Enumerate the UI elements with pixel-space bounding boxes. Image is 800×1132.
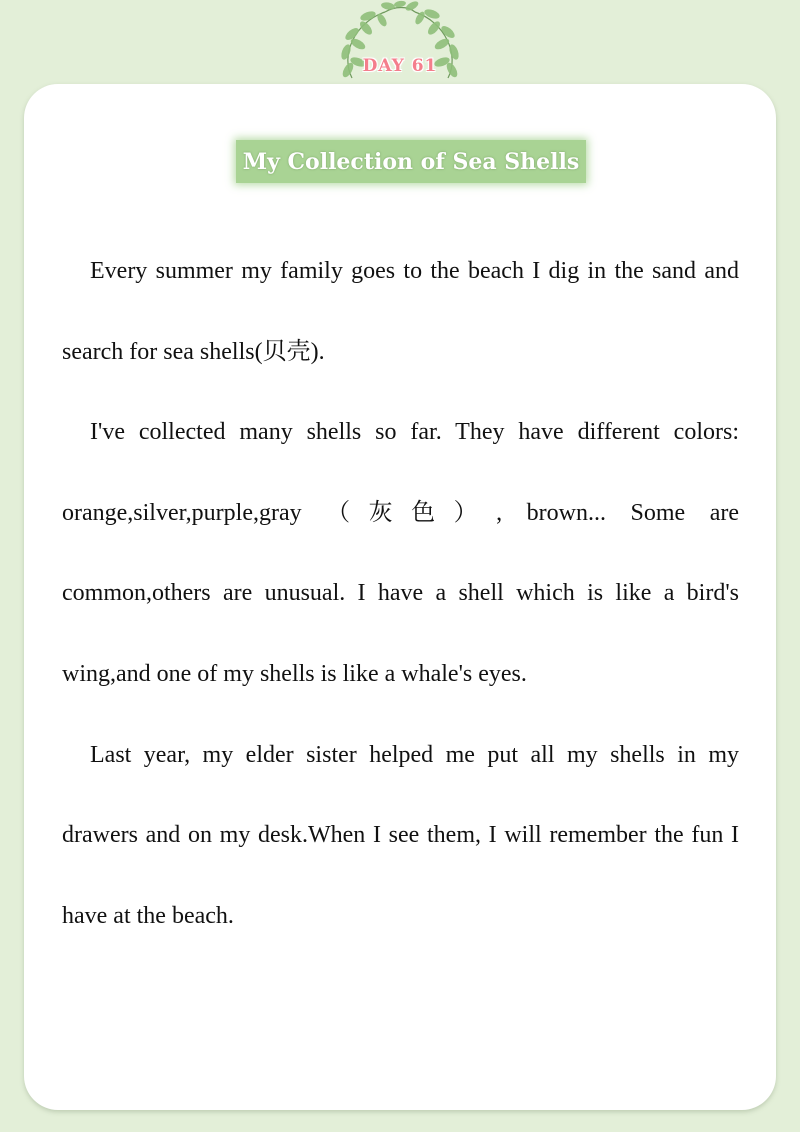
paragraph-1: Every summer my family goes to the beach I dig in the sand and search for sea shells(贝壳). — [62, 258, 739, 365]
article-body — [62, 231, 739, 956]
paragraph-3: Last year, my elder sister helped me put all my shells in my drawers and on my desk.When I see them, I will remember the fun I have at the beach. — [62, 741, 739, 929]
paragraph-2: I've collected many shells so far. They have different colors: orange,silver,purple,gray （灰色）, brown... Some are common,others are unusual. I have a shell which is like a bird's wing,and one of my shells is like a whale's eyes. — [62, 419, 739, 687]
title-banner — [236, 140, 586, 183]
article-title: My Collection of Sea Shells — [242, 148, 580, 175]
day-label: DAY 61 — [362, 56, 438, 76]
leaf-wreath-icon — [330, 0, 470, 95]
